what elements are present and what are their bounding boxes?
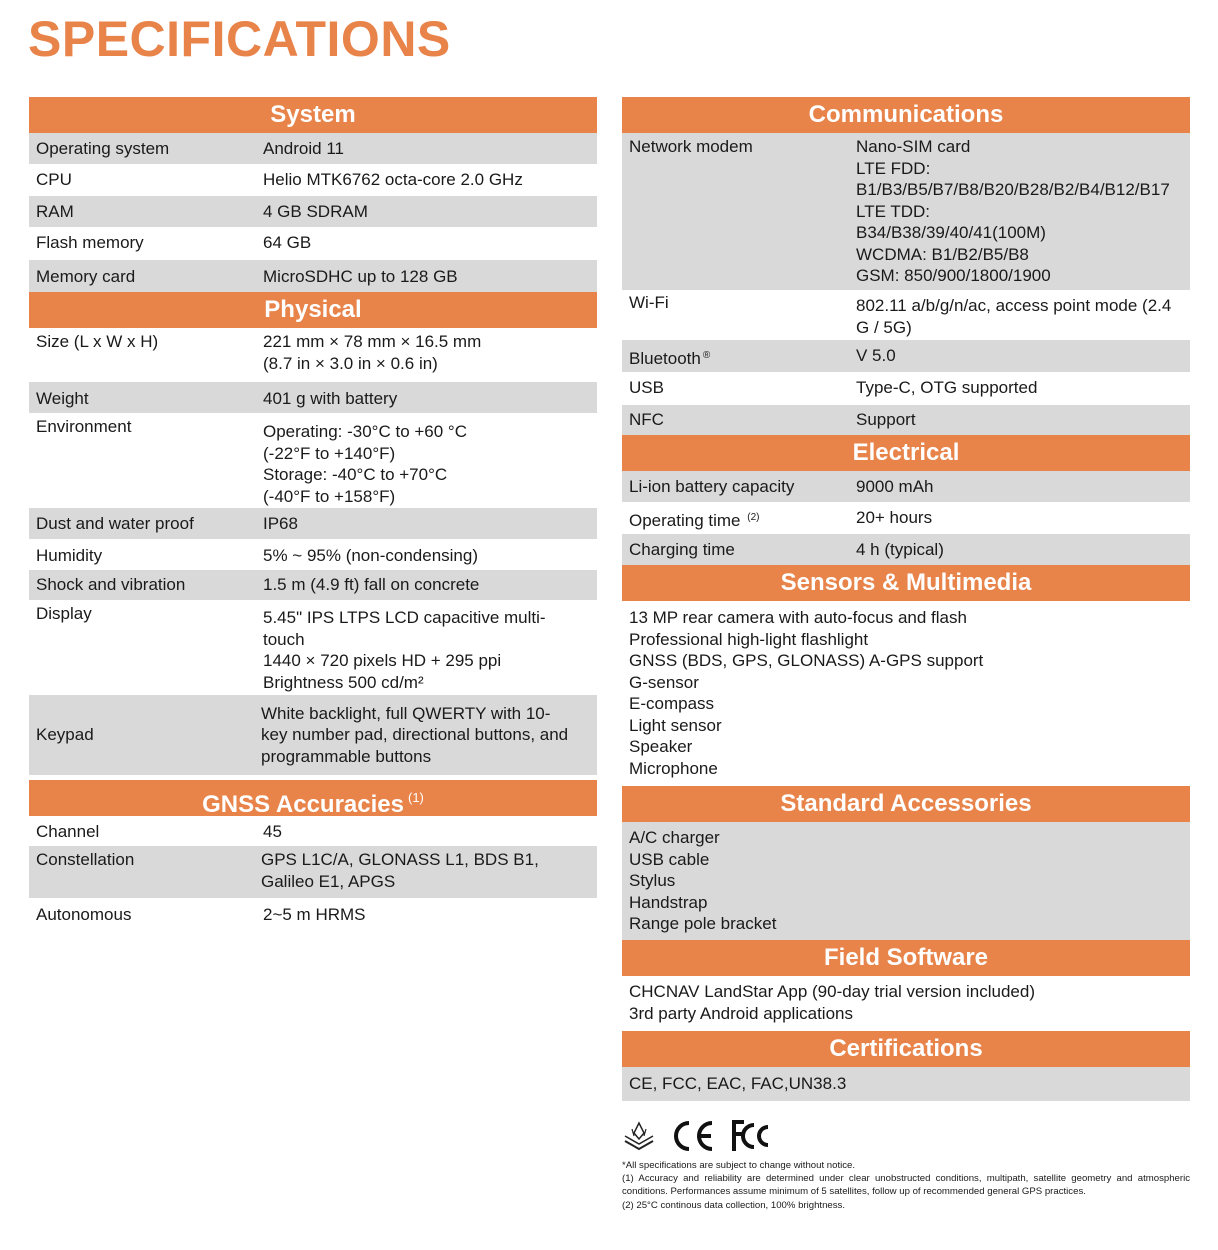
list-item: CHCNAV LandStar App (90-day trial version included) [629,982,1035,1001]
spec-value: 4 h (typical) [856,540,944,559]
value-line: B34/B38/39/40/41(100M) [856,223,1046,242]
right-column [622,97,1190,1101]
list-item: Speaker [629,737,693,756]
spec-key: Memory card [36,267,136,286]
section-header-gnss [29,780,597,816]
table-row [622,534,1190,565]
table-row [29,508,597,539]
certifications-text: CE, FCC, EAC, FAC,UN38.3 [622,1067,1190,1101]
spec-key: Flash memory [36,233,144,252]
table-row [622,290,1190,340]
spec-value: Type-C, OTG supported [856,378,1038,397]
section-header-accessories: Standard Accessories [622,786,1190,822]
table-row [29,846,597,898]
value-line: WCDMA: B1/B2/B5/B8 [856,244,1029,264]
spec-value [256,703,597,768]
list-item: A/C charger [629,828,720,847]
value-line: 5.45" IPS LTPS LCD capacitive multi- [263,608,546,627]
spec-value: MicroSDHC up to 128 GB [263,267,458,286]
table-row [29,898,597,930]
sensor-list [622,601,1190,786]
value-line: programmable buttons [261,746,432,766]
spec-value: Helio MTK6762 octa-core 2.0 GHz [263,170,523,189]
value-line: B1/B3/B5/B7/B8/B20/B28/B2/B4/B12/B17 [856,180,1170,199]
table-row [29,164,597,196]
accessory-list [622,822,1190,940]
spec-value: 1.5 m (4.9 ft) fall on concrete [263,575,480,594]
spec-key [622,345,849,372]
value-line: (8.7 in × 3.0 in × 0.6 in) [263,353,438,373]
value-line: LTE TDD: [856,201,930,221]
spec-key: USB [629,378,664,397]
spec-value: Support [856,410,916,429]
value-line: (-22°F to +140°F) [263,443,396,463]
footnote: *All specifications are subject to change without notice. [622,1160,856,1171]
spec-value: V 5.0 [856,346,896,365]
list-item: GNSS (BDS, GPS, GLONASS) A-GPS support [629,651,984,670]
key-text: Operating time [629,511,741,530]
left-column [29,97,597,930]
spec-key: Dust and water proof [36,514,194,533]
spec-value: 5% ~ 95% (non-condensing) [263,546,478,565]
spec-value [849,292,1190,340]
table-row [622,133,1190,290]
value-line: LTE FDD: [856,158,931,178]
spec-key: Charging time [629,540,735,559]
section-header-system: System [29,97,597,133]
value-line: (-40°F to +158°F) [263,486,396,506]
list-item: USB cable [629,849,710,869]
list-item: G-sensor [629,672,699,692]
list-item: Stylus [629,871,676,890]
footnotes [622,1159,1190,1212]
value-line: G / 5G) [856,317,912,337]
spec-key: Network modem [629,137,753,156]
spec-value: 45 [263,822,282,841]
value-line: 221 mm × 78 mm × 16.5 mm [263,332,482,351]
registered-mark: ® [702,350,711,361]
value-line: key number pad, directional buttons, and [261,725,569,745]
list-item: Handstrap [629,892,708,912]
ukca-mark-icon [622,1119,656,1153]
spec-key: Wi-Fi [629,293,669,312]
spec-key: Environment [36,417,132,436]
table-row [29,133,597,164]
spec-key: Channel [36,822,100,841]
section-header-communications: Communications [622,97,1190,133]
spec-key [622,507,849,534]
table-row [622,340,1190,372]
value-line: Storage: -40°C to +70°C [263,465,448,484]
table-row [29,695,597,775]
section-title: GNSS Accuracies [202,791,404,818]
list-item: Professional high-light flashlight [629,629,869,649]
spec-key: RAM [36,202,74,221]
spec-key: NFC [629,410,664,429]
footnote-ref: (2) [747,512,760,523]
table-row [29,413,597,508]
spec-value: IP68 [263,514,298,533]
spec-value [256,849,597,898]
certification-logos [622,1116,772,1156]
spec-key: Weight [36,389,89,408]
list-item: Microphone [629,758,718,778]
footnote-ref: (1) [408,790,424,805]
table-row [622,405,1190,435]
spec-value: 64 GB [263,233,312,252]
list-item: Range pole bracket [629,914,777,933]
value-line: White backlight, full QWERTY with 10- [261,703,551,723]
spec-value [256,416,597,508]
footnote: (1) Accuracy and reliability are determined under clear unobstructed conditions, multipath, satellite geometry and atmospheric conditions. Performances assume minimum of 5 satellites, follow up of recommended general GPS practices. [622,1173,1190,1198]
value-line: Brightness 500 cd/m² [263,672,424,692]
value-line: GSM: 850/900/1800/1900 [856,266,1051,285]
spec-key: Li-ion battery capacity [629,477,795,496]
value-line: Nano-SIM card [856,137,971,156]
table-row [29,196,597,227]
table-row [29,382,597,413]
list-item: E-compass [629,694,715,713]
spec-value [849,136,1190,290]
table-row [29,816,597,846]
spec-value: 20+ hours [856,508,933,527]
section-header-electrical: Electrical [622,435,1190,471]
section-header-sensors: Sensors & Multimedia [622,565,1190,601]
spec-value: 401 g with battery [263,389,398,408]
table-row [29,570,597,600]
ce-mark-icon [670,1119,716,1153]
table-row [622,372,1190,405]
table-row [622,502,1190,534]
section-header-software: Field Software [622,940,1190,976]
list-item: 13 MP rear camera with auto-focus and flash [629,608,967,627]
spec-value: Android 11 [263,139,344,158]
spec-key: Keypad [36,725,94,745]
list-item: 3rd party Android applications [629,1003,853,1023]
table-row [29,227,597,260]
value-line: Operating: -30°C to +60 °C [263,422,468,441]
footnote: (2) 25°C continous data collection, 100% brightness. [622,1199,846,1211]
software-list [622,976,1190,1031]
value-line: 802.11 a/b/g/n/ac, access point mode (2.4 [856,296,1172,315]
key-text: Bluetooth [629,349,701,368]
list-item: Light sensor [629,715,722,735]
spec-value: 2~5 m HRMS [263,905,366,924]
spec-value: 4 GB SDRAM [263,202,368,221]
spec-key: Display [36,604,92,623]
spec-key: Size (L x W x H) [36,332,159,351]
value-line: touch [263,629,305,649]
spec-value [256,331,597,382]
value-line: 1440 × 720 pixels HD + 295 ppi [263,651,502,670]
page-title: SPECIFICATIONS [28,11,451,67]
spec-value [256,603,597,695]
spec-key: Constellation [36,850,135,869]
spec-value: 9000 mAh [856,477,934,496]
spec-key: Autonomous [36,905,132,924]
section-header-certifications: Certifications [622,1031,1190,1067]
value-line: GPS L1C/A, GLONASS L1, BDS B1, [261,850,539,869]
table-row [29,539,597,570]
spec-key: Humidity [36,546,103,565]
table-row [29,600,597,695]
fcc-mark-icon [730,1119,772,1153]
spec-key: Shock and vibration [36,575,186,594]
table-row [29,328,597,382]
spec-key: Operating system [36,139,170,158]
table-row [622,471,1190,502]
section-header-physical: Physical [29,292,597,328]
table-row [29,260,597,292]
spec-key: CPU [36,170,72,189]
value-line: Galileo E1, APGS [261,871,396,891]
